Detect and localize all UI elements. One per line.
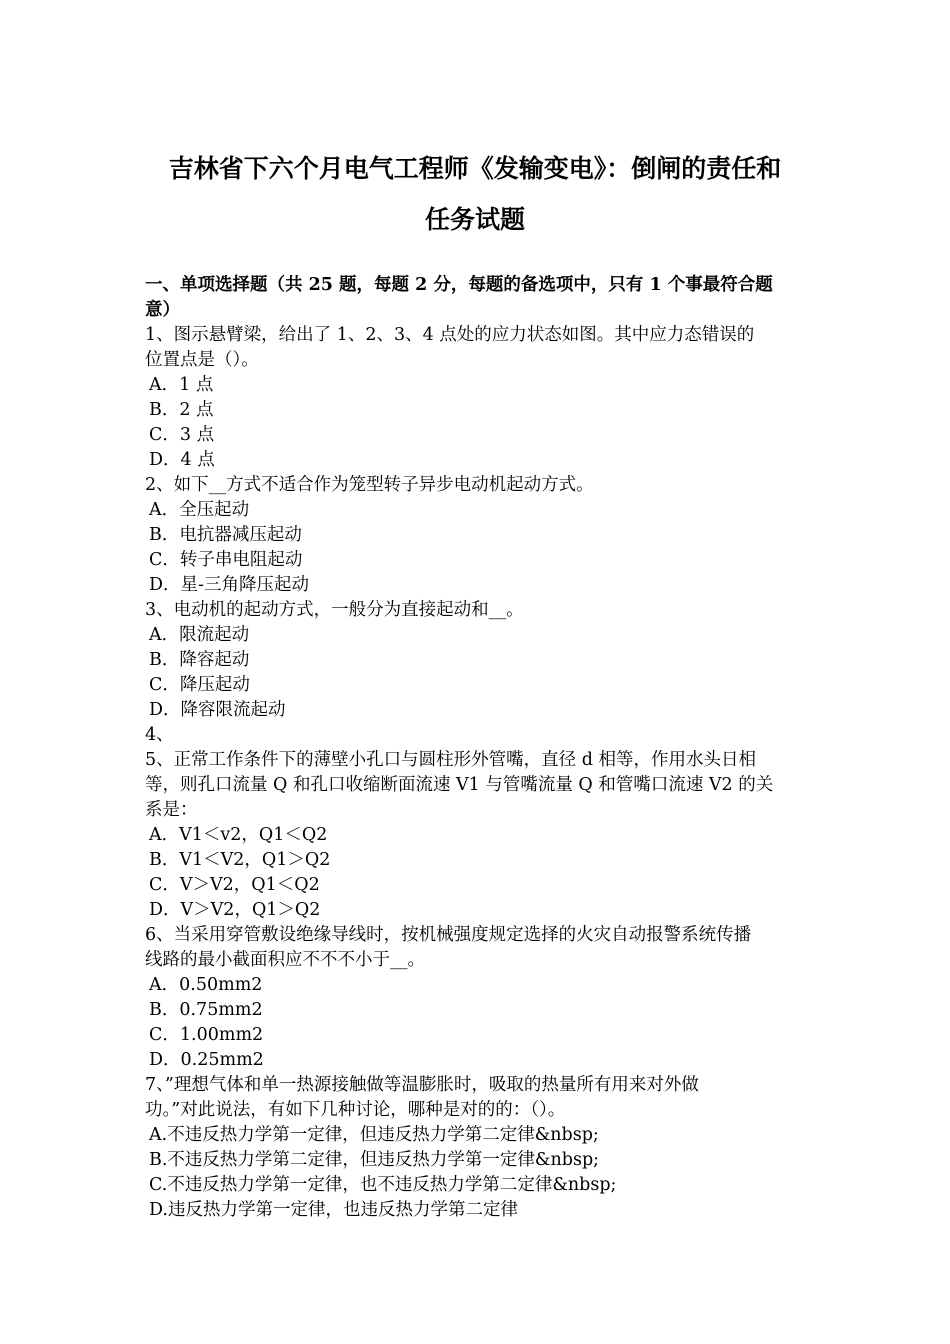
- option-d: D．降容限流起动: [149, 700, 286, 720]
- option-c: C．3 点: [149, 425, 215, 445]
- option-d: D.违反热力学第一定律，也违反热力学第二定律: [149, 1200, 518, 1220]
- question-6: [145, 923, 815, 1073]
- option-c: C．降压起动: [149, 675, 250, 695]
- question-text: 线路的最小截面积应不不不小于__。: [145, 950, 425, 970]
- option-d: D．0.25mm2: [149, 1050, 264, 1070]
- question-text: 7、”理想气体和单一热源接触做等温膨胀时，吸取的热量所有用来对外做: [145, 1075, 699, 1095]
- option-c: C．V＞V2，Q1＜Q2: [149, 875, 320, 895]
- section-heading-line-2: 意）: [145, 300, 180, 320]
- option-a: A．V1＜v2，Q1＜Q2: [149, 825, 328, 845]
- option-d: D．V＞V2，Q1＞Q2: [149, 900, 321, 920]
- question-text: 功。”对此说法，有如下几种讨论，哪种是对的的：（）。: [145, 1100, 566, 1120]
- option-b: B．V1＜V2，Q1＞Q2: [149, 850, 331, 870]
- option-c: C．1.00mm2: [149, 1025, 264, 1045]
- option-b: B．电抗器减压起动: [149, 525, 302, 545]
- option-a: A．0.50mm2: [149, 975, 263, 995]
- option-a: A．全压起动: [149, 500, 250, 520]
- option-c: C.不违反热力学第一定律，也不违反热力学第二定律&nbsp;: [149, 1175, 617, 1195]
- option-a: A.不违反热力学第一定律，但违反热力学第二定律&nbsp;: [149, 1125, 599, 1145]
- question-text: 1、图示悬臂梁，给出了 1、2、3、4 点处的应力状态如图。其中应力态错误的: [145, 325, 755, 345]
- question-7: [145, 1073, 815, 1223]
- section-heading-line-1: 一、单项选择题（共 25 题，每题 2 分，每题的备选项中，只有 1 个事最符合题: [145, 275, 773, 295]
- question-5: [145, 748, 815, 923]
- question-2: [145, 473, 815, 598]
- option-a: A．限流起动: [149, 625, 250, 645]
- option-d: D．星-三角降压起动: [149, 575, 309, 595]
- option-a: A．1 点: [149, 375, 214, 395]
- question-text: 系是：: [145, 800, 198, 820]
- question-text: 5、正常工作条件下的薄壁小孔口与圆柱形外管嘴，直径 d 相等，作用水头日相: [145, 750, 756, 770]
- question-text: 位置点是（）。: [145, 350, 259, 370]
- option-b: B．降容起动: [149, 650, 250, 670]
- document-body: [145, 273, 815, 1223]
- option-b: B.不违反热力学第二定律，但违反热力学第一定律&nbsp;: [149, 1150, 600, 1170]
- question-text: 3、电动机的起动方式，一般分为直接起动和__。: [145, 600, 524, 620]
- question-text: 6、当采用穿管敷设绝缘导线时，按机械强度规定选择的火灾自动报警系统传播: [145, 925, 752, 945]
- document-title-line-2: 任务试题: [424, 205, 525, 234]
- option-d: D．4 点: [149, 450, 215, 470]
- question-text: 等，则孔口流量 Q 和孔口收缩断面流速 V1 与管嘴流量 Q 和管嘴口流速 V2 的关: [145, 775, 774, 795]
- document-title-line-1: 吉林省下六个月电气工程师《发输变电》：倒闸的责任和: [168, 154, 782, 183]
- option-b: B．2 点: [149, 400, 214, 420]
- question-4: [145, 723, 815, 748]
- question-text: 4、: [145, 725, 174, 745]
- question-1: [145, 323, 815, 473]
- option-c: C．转子串电阻起动: [149, 550, 303, 570]
- question-text: 2、如下__方式不适合作为笼型转子异步电动机起动方式。: [145, 475, 594, 495]
- option-b: B．0.75mm2: [149, 1000, 263, 1020]
- question-3: [145, 598, 815, 723]
